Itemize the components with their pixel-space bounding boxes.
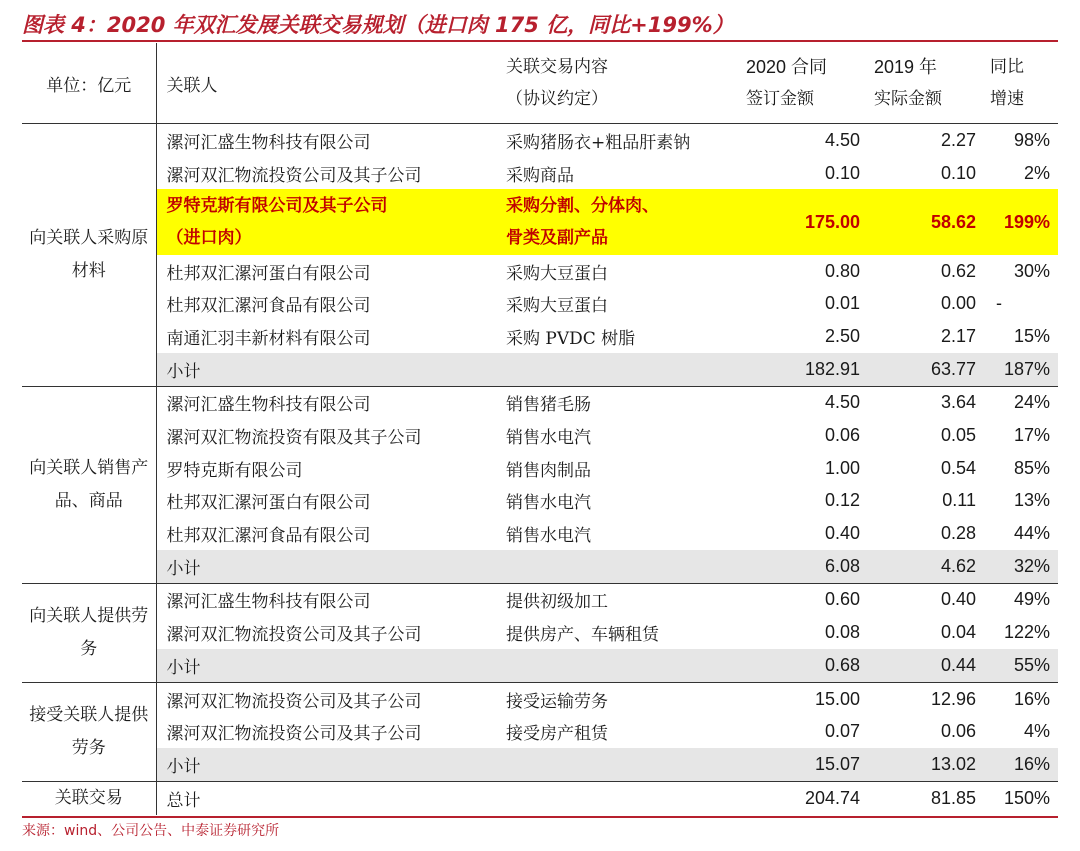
value-2019-cell: 0.40 [940,589,976,610]
value-2019-cell: 0.04 [940,622,976,643]
party-cell: 漯河双汇物流投资公司及其子公司 [166,691,422,712]
value-2019-cell: 0.00 [940,293,976,314]
highlighted-row [22,189,1058,222]
source-note: 来源：wind、公司公告、中泰证券研究所 [22,823,280,839]
party-cell: 漯河双汇物流投资公司及其子公司 [166,625,422,646]
value-2019-cell: 3.64 [940,392,976,413]
yoy-cell: 49% [1013,589,1050,610]
party-cell: 南通汇羽丰新材料有限公司 [166,328,371,349]
table-row [22,715,1058,748]
content-cell: 提供初级加工 [506,592,608,613]
content-line1: 采购分割、分体肉、 [506,196,659,217]
value-2020-cell: 0.80 [824,260,860,281]
subtotal-row [22,649,1058,682]
header-2020 [740,43,868,124]
yoy-cell: 122% [1003,622,1050,643]
value-2020-cell: 0.40 [824,523,860,544]
value-2020-cell: 15.00 [814,688,860,709]
content-cell: 采购猪肠衣+粗品肝素钠 [506,132,691,153]
bottom-rule [22,816,1058,818]
table-row [22,287,1058,320]
subtotal-yoy: 187% [984,353,1058,386]
total-yoy: 150% [1003,787,1050,808]
total-empty [496,781,740,815]
figure-title: 图表 4：2020 年双汇发展关联交易规划（进口肉 175 亿，同比+199%） [22,13,734,37]
subtotal-2019: 4.62 [868,550,984,583]
group-label-provide-services: 向关联人提供劳务 [22,583,156,682]
header-content [496,43,740,124]
content-cell: 提供房产、车辆租赁 [506,625,659,646]
table-row [22,157,1058,190]
header-row [22,43,1058,124]
value-2019-cell-highlighted: 58.62 [868,189,984,254]
subtotal-2020: 15.07 [740,748,868,781]
yoy-cell: 17% [1013,425,1050,446]
value-2020-cell-highlighted: 175.00 [740,189,868,254]
party-cell: 漯河双汇物流投资公司及其子公司 [166,724,422,745]
yoy-cell: - [996,293,1002,314]
group-label-sales: 向关联人销售产品、商品 [22,387,156,584]
table-row [22,682,1058,715]
yoy-cell: 16% [1013,688,1050,709]
value-2020-cell: 0.10 [824,162,860,183]
party-line1: 罗特克斯有限公司及其子公司 [166,196,388,217]
value-2020-cell: 0.60 [824,589,860,610]
subtotal-label: 小计 [156,649,496,682]
content-cell: 采购商品 [506,165,574,186]
subtotal-row [22,748,1058,781]
subtotal-label: 小计 [156,748,496,781]
content-cell: 接受运输劳务 [506,691,608,712]
header-party: 关联人 [156,43,496,124]
subtotal-yoy: 32% [984,550,1058,583]
value-2019-cell: 0.11 [942,490,976,511]
party-cell-highlighted [156,189,496,254]
subtotal-yoy: 16% [984,748,1058,781]
party-cell: 漯河汇盛生物科技有限公司 [166,395,371,416]
table-row [22,517,1058,550]
header-2019 [868,43,984,124]
subtotal-empty [496,550,740,583]
content-cell: 销售水电汽 [506,428,591,449]
content-cell: 销售水电汽 [506,526,591,547]
total-label: 总计 [166,790,201,811]
content-cell-highlighted [496,189,740,254]
value-2019-cell: 2.27 [940,129,976,150]
value-2019-cell: 2.17 [940,325,976,346]
table-row [22,387,1058,420]
value-2020-cell: 2.50 [824,325,860,346]
party-line2: （进口肉） [166,228,252,249]
content-cell: 销售水电汽 [506,493,591,514]
subtotal-row [22,550,1058,583]
yoy-cell: 24% [1013,392,1050,413]
table-row [22,419,1058,452]
yoy-cell: 44% [1013,523,1050,544]
title-rule [22,40,1058,42]
content-cell: 销售肉制品 [506,460,591,481]
subtotal-2020: 182.91 [740,353,868,386]
party-cell: 漯河双汇物流投资有限及其子公司 [166,428,422,449]
yoy-cell: 2% [1023,162,1050,183]
total-group-label: 关联交易 [22,781,156,815]
header-yoy-line2: 增速 [990,89,1024,109]
header-yoy [984,43,1058,124]
content-cell: 采购大豆蛋白 [506,263,608,284]
party-cell: 杜邦双汇漯河食品有限公司 [166,526,371,547]
party-cell: 杜邦双汇漯河蛋白有限公司 [166,493,371,514]
value-2019-cell: 12.96 [930,688,976,709]
value-2019-cell: 0.10 [940,162,976,183]
subtotal-row [22,353,1058,386]
related-transactions-table [22,43,1058,815]
total-2020: 204.74 [804,787,860,808]
header-2019-line1: 2019 年 [874,57,938,77]
party-cell: 漯河双汇物流投资公司及其子公司 [166,165,422,186]
content-cell: 采购大豆蛋白 [506,296,608,317]
subtotal-2019: 13.02 [868,748,984,781]
value-2020-cell: 1.00 [824,457,860,478]
value-2019-cell: 0.28 [940,523,976,544]
table-row [22,485,1058,518]
value-2020-cell: 0.12 [824,490,860,511]
subtotal-empty [496,353,740,386]
header-2020-line2: 签订金额 [746,89,814,109]
table-row [22,124,1058,157]
value-2020-cell: 4.50 [824,129,860,150]
content-line2: 骨类及副产品 [506,228,608,249]
group-label-receive-services: 接受关联人提供劳务 [22,682,156,781]
subtotal-2019: 0.44 [868,649,984,682]
yoy-cell: 13% [1013,490,1050,511]
subtotal-label: 小计 [156,550,496,583]
value-2019-cell: 0.06 [940,721,976,742]
party-cell: 漯河汇盛生物科技有限公司 [166,132,371,153]
total-row [22,781,1058,815]
yoy-cell: 15% [1013,325,1050,346]
party-cell: 杜邦双汇漯河蛋白有限公司 [166,263,371,284]
table-row [22,583,1058,616]
table-row [22,320,1058,353]
subtotal-label: 小计 [156,353,496,386]
value-2020-cell: 0.06 [824,425,860,446]
yoy-cell: 85% [1013,457,1050,478]
yoy-cell: 30% [1013,260,1050,281]
subtotal-2020: 6.08 [740,550,868,583]
subtotal-2019: 63.77 [868,353,984,386]
subtotal-yoy: 55% [984,649,1058,682]
header-yoy-line1: 同比 [990,57,1024,77]
value-2019-cell: 0.62 [940,260,976,281]
party-cell: 漯河汇盛生物科技有限公司 [166,592,371,613]
party-cell: 杜邦双汇漯河食品有限公司 [166,296,371,317]
content-cell: 销售猪毛肠 [506,395,591,416]
header-2020-line1: 2020 合同 [746,57,828,77]
subtotal-2020: 0.68 [740,649,868,682]
header-content-line2: （协议约定） [506,89,608,109]
subtotal-empty [496,748,740,781]
subtotal-empty [496,649,740,682]
value-2020-cell: 0.01 [824,293,860,314]
content-cell: 采购 PVDC 树脂 [506,328,636,349]
table-row [22,255,1058,288]
value-2020-cell: 0.08 [824,622,860,643]
value-2020-cell: 0.07 [824,721,860,742]
header-unit: 单位：亿元 [22,43,156,124]
table-row [22,452,1058,485]
group-label-purchase: 向关联人采购原材料 [22,124,156,387]
header-2019-line2: 实际金额 [874,89,942,109]
total-2019: 81.85 [930,787,976,808]
yoy-cell-highlighted: 199% [984,189,1058,254]
value-2019-cell: 0.05 [940,425,976,446]
value-2019-cell: 0.54 [940,457,976,478]
value-2020-cell: 4.50 [824,392,860,413]
table-row [22,616,1058,649]
party-cell: 罗特克斯有限公司 [166,460,303,481]
header-content-line1: 关联交易内容 [506,57,608,77]
yoy-cell: 98% [1013,129,1050,150]
yoy-cell: 4% [1023,721,1050,742]
content-cell: 接受房产租赁 [506,724,608,745]
